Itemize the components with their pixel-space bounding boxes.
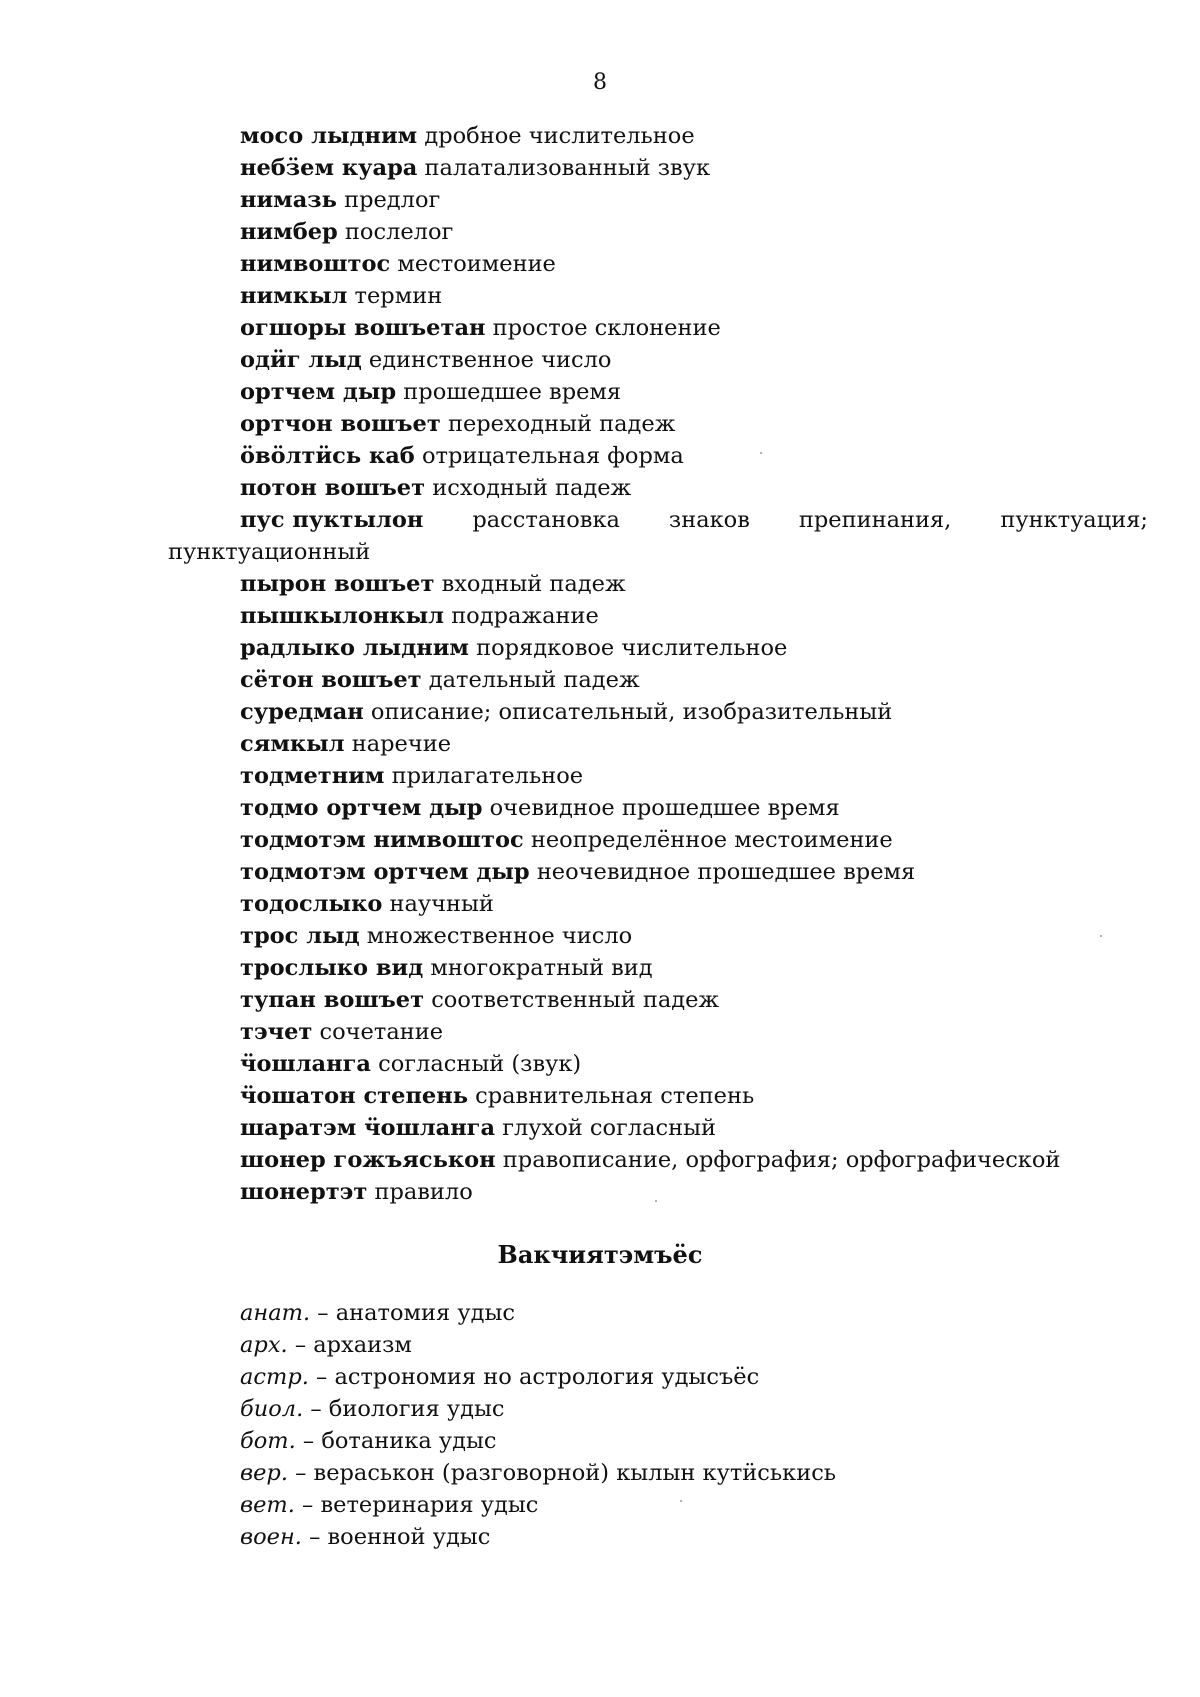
glossary-entry	[240, 1016, 1140, 1048]
scan-speck	[760, 452, 762, 454]
glossary-entry	[240, 312, 1140, 344]
abbreviation-item	[240, 1489, 1140, 1521]
glossary-term: тодмотэм нимвоштос	[240, 827, 524, 853]
glossary-entry	[240, 568, 1140, 600]
glossary-term: ортчон вошъет	[240, 411, 441, 437]
abbreviation: арх.	[240, 1332, 288, 1358]
glossary-list	[0, 120, 1200, 1208]
glossary-entry	[240, 664, 1140, 696]
glossary-term: нимбер	[240, 219, 338, 245]
glossary-definition: исходный падеж	[432, 475, 632, 501]
glossary-entry	[240, 856, 1140, 888]
abbreviation-item	[240, 1521, 1140, 1553]
abbreviation: вет.	[240, 1492, 295, 1518]
glossary-entry	[240, 120, 1140, 152]
glossary-definition: подражание	[451, 603, 599, 629]
glossary-term: нимкыл	[240, 283, 348, 309]
glossary-entry	[240, 1176, 1140, 1208]
glossary-term: мосо лыдним	[240, 123, 418, 149]
abbreviation: астр.	[240, 1364, 309, 1390]
glossary-definition: термин	[354, 283, 443, 309]
glossary-term: тодослыко	[240, 891, 383, 917]
abbreviation-definition: – военной удыс	[301, 1524, 491, 1550]
abbreviation-definition: – астрономия но астрология удысъёс	[308, 1364, 760, 1390]
glossary-term: тодметним	[240, 763, 385, 789]
abbreviation-item	[240, 1361, 1140, 1393]
glossary-definition: неочевидное прошедшее время	[536, 859, 916, 885]
abbreviation-definition: – биология удыс	[303, 1396, 505, 1422]
glossary-entry	[240, 920, 1140, 952]
glossary-term: тэчет	[240, 1019, 313, 1045]
glossary-entry	[240, 728, 1140, 760]
glossary-entry-multiline	[168, 504, 1148, 568]
glossary-definition: прошедшее время	[403, 379, 622, 405]
glossary-definition: дательный падеж	[428, 667, 640, 693]
glossary-entry	[240, 696, 1140, 728]
glossary-definition: местоимение	[397, 251, 556, 277]
glossary-definition: переходный падеж	[447, 411, 676, 437]
glossary-definition: простое склонение	[492, 315, 721, 341]
glossary-term: ӵошатон степень	[240, 1083, 468, 1109]
glossary-definition: соответственный падеж	[431, 987, 720, 1013]
glossary-definition: предлог	[344, 187, 441, 213]
glossary-definition: неопределённое местоимение	[530, 827, 893, 853]
glossary-entry-line	[168, 504, 1148, 536]
abbreviation: анат.	[240, 1300, 311, 1326]
glossary-definition: дробное числительное	[424, 123, 695, 149]
page-number: 8	[593, 70, 607, 95]
glossary-definition-continuation: пунктуационный	[168, 539, 371, 565]
abbreviations-heading: Вакчиятэмъёс	[497, 1240, 703, 1269]
glossary-term: небӟем куара	[240, 155, 418, 181]
glossary-definition-word: пунктуация;	[1000, 507, 1148, 533]
glossary-definition: сравнительная степень	[475, 1083, 755, 1109]
glossary-entry	[240, 216, 1140, 248]
glossary-entry	[240, 376, 1140, 408]
glossary-entry	[240, 632, 1140, 664]
glossary-entry	[240, 824, 1140, 856]
glossary-term: сямкыл	[240, 731, 345, 757]
glossary-term: радлыко лыдним	[240, 635, 469, 661]
glossary-definition: порядковое числительное	[476, 635, 788, 661]
glossary-term: ӧвӧлтӥсь каб	[240, 443, 415, 469]
glossary-entry	[240, 1144, 1140, 1176]
glossary-definition: правописание, орфография; орфографической	[502, 1147, 1061, 1173]
glossary-term: огшоры вошъетан	[240, 315, 486, 341]
glossary-entry	[240, 952, 1140, 984]
glossary-entry	[240, 440, 1140, 472]
scan-speck	[1100, 935, 1102, 937]
abbreviation-definition: – ботаника удыс	[295, 1428, 497, 1454]
glossary-term: нимвоштос	[240, 251, 391, 277]
glossary-entry	[240, 344, 1140, 376]
glossary-definition: послелог	[344, 219, 454, 245]
glossary-term: тодмотэм ортчем дыр	[240, 859, 530, 885]
glossary-term: одӥг лыд	[240, 347, 362, 373]
glossary-definition: палатализованный звук	[424, 155, 711, 181]
glossary-definition: отрицательная форма	[421, 443, 684, 469]
abbreviation-definition: – вераськон (разговорной) кылын кутӥськись	[287, 1460, 837, 1486]
glossary-definition: прилагательное	[391, 763, 584, 789]
glossary-definition: правило	[374, 1179, 473, 1205]
abbreviation-definition: – архаизм	[287, 1332, 412, 1358]
glossary-entry	[240, 1112, 1140, 1144]
abbreviation: бот.	[240, 1428, 296, 1454]
glossary-entry	[240, 248, 1140, 280]
glossary-entry	[240, 408, 1140, 440]
abbreviation-item	[240, 1297, 1140, 1329]
abbreviation-item	[240, 1425, 1140, 1457]
glossary-entry	[240, 1080, 1140, 1112]
abbreviation: биол.	[240, 1396, 304, 1422]
glossary-term: ортчем дыр	[240, 379, 397, 405]
glossary-term: нимазь	[240, 187, 337, 213]
glossary-term: тодмо ортчем дыр	[240, 795, 483, 821]
glossary-term: пус пуктылон	[240, 507, 424, 533]
glossary-term: сётон вошъет	[240, 667, 422, 693]
glossary-definition: единственное число	[368, 347, 612, 373]
glossary-definition-word: препинания,	[798, 507, 952, 533]
glossary-entry	[240, 888, 1140, 920]
glossary-definition: многократный вид	[430, 955, 653, 981]
abbreviation-item	[240, 1457, 1140, 1489]
glossary-term: трослыко вид	[240, 955, 424, 981]
glossary-term: шонертэт	[240, 1179, 368, 1205]
abbreviation: вер.	[240, 1460, 288, 1486]
abbreviation-definition: – ветеринария удыс	[294, 1492, 539, 1518]
glossary-entry	[240, 600, 1140, 632]
glossary-definition: научный	[389, 891, 494, 917]
glossary-term: шонер гожъяськон	[240, 1147, 496, 1173]
glossary-definition: сочетание	[319, 1019, 444, 1045]
abbreviation-item	[240, 1329, 1140, 1361]
glossary-entry	[240, 472, 1140, 504]
glossary-term: ӵошланга	[240, 1051, 371, 1077]
glossary-definition: глухой согласный	[502, 1115, 717, 1141]
glossary-definition: описание; описательный, изобразительный	[370, 699, 893, 725]
glossary-definition-word: расстановка	[472, 507, 620, 533]
glossary-term: трос лыд	[240, 923, 360, 949]
glossary-entry	[240, 152, 1140, 184]
glossary-term: пырон вошъет	[240, 571, 435, 597]
glossary-definition: входный падеж	[441, 571, 626, 597]
scan-speck	[655, 1200, 657, 1202]
glossary-entry	[240, 760, 1140, 792]
abbreviation-definition: – анатомия удыс	[310, 1300, 515, 1326]
glossary-term: пышкылонкыл	[240, 603, 445, 629]
scan-speck	[680, 1500, 682, 1502]
glossary-definition: множественное число	[366, 923, 633, 949]
glossary-definition: согласный (звук)	[378, 1051, 582, 1077]
glossary-term: шаратэм ӵошланга	[240, 1115, 496, 1141]
glossary-entry	[240, 280, 1140, 312]
glossary-entry	[240, 184, 1140, 216]
glossary-entry	[240, 792, 1140, 824]
glossary-term: потон вошъет	[240, 475, 426, 501]
glossary-term: суредман	[240, 699, 364, 725]
abbreviations-list	[240, 1297, 1140, 1553]
glossary-entry	[240, 1048, 1140, 1080]
glossary-term: тупан вошъет	[240, 987, 425, 1013]
glossary-definition: очевидное прошедшее время	[489, 795, 840, 821]
glossary-definition: наречие	[351, 731, 452, 757]
glossary-entry	[240, 984, 1140, 1016]
glossary-definition-word: знаков	[668, 507, 750, 533]
abbreviation-item	[240, 1393, 1140, 1425]
abbreviation: воен.	[240, 1524, 302, 1550]
